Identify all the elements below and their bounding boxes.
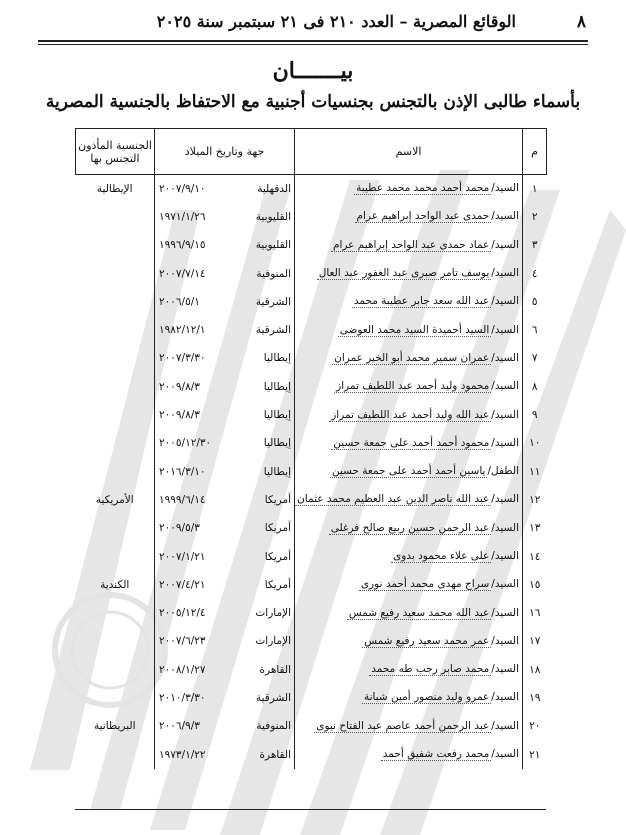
- birth-place: الإمارات: [255, 635, 291, 648]
- person-name-cell: [295, 740, 523, 768]
- person-name: عبد الله سعد جابر عطيبة محمد: [353, 295, 490, 308]
- birth-date: ١٩٧١/١/٢٦: [159, 210, 206, 223]
- table-row: [76, 627, 547, 655]
- table-header-row: [76, 129, 547, 175]
- table-bottom-rule: [75, 809, 546, 810]
- person-title: السيد/: [491, 691, 519, 704]
- person-title: السيد/: [491, 550, 519, 562]
- birth-place: القاهرة: [259, 748, 291, 761]
- birth-date: ٢٠٠٨/١/٢٧: [159, 663, 206, 676]
- birth-date: ٢٠٠٧/٦/٢٣: [159, 635, 206, 648]
- birth-cell: [155, 175, 295, 203]
- person-name-cell: [295, 542, 523, 570]
- person-title: السيد/: [491, 436, 519, 449]
- table-row: [76, 457, 547, 485]
- birth-cell: [155, 542, 295, 570]
- birth-date: ٢٠٠٥/١٢/٣٠: [159, 437, 212, 450]
- birth-date: ٢٠٠٥/١٢/٤: [159, 607, 206, 620]
- birth-date: ٢٠٠٧/٣/٣٠: [159, 352, 206, 365]
- birth-place: الإمارات: [255, 607, 291, 620]
- nationality-cell: الإيطالية: [76, 175, 155, 203]
- nationality-cell: [76, 627, 155, 655]
- nationality-cell: [76, 344, 155, 372]
- birth-cell: [155, 486, 295, 514]
- person-name: حمدى عبد الواحد إبراهيم عرام: [356, 210, 490, 223]
- person-name: محمد صابر رجب طه محمد: [371, 663, 490, 676]
- nationality-cell: [76, 457, 155, 485]
- table-row: [76, 712, 547, 740]
- birth-place: القاهرة: [259, 663, 291, 676]
- table-row: [76, 231, 547, 259]
- person-name: على علاء محمود بدوى: [393, 550, 490, 562]
- person-name: عمر محمد سعيد رفيع شمس: [364, 634, 490, 647]
- birth-cell: [155, 231, 295, 259]
- table-row: [76, 401, 547, 429]
- row-number: ١١: [523, 457, 547, 485]
- person-name-cell: [295, 259, 523, 287]
- person-name-cell: [295, 203, 523, 231]
- person-name: السيد أحميدة السيد محمد العوضى: [339, 323, 490, 336]
- person-title: السيد/: [491, 493, 519, 506]
- person-title: السيد/: [491, 719, 519, 732]
- birth-date: ٢٠١٠/٣/٣٠: [159, 691, 206, 704]
- person-name: عبد الله محمد سعيد رفيع شمس: [348, 606, 490, 619]
- person-name: عمران سمير محمد أبو الخير عمران: [334, 351, 490, 364]
- row-number: ٢٠: [523, 712, 547, 740]
- birth-cell: [155, 599, 295, 627]
- row-number: ٦: [523, 316, 547, 344]
- table-row: [76, 316, 547, 344]
- birth-cell: [155, 259, 295, 287]
- table-row: [76, 175, 547, 203]
- nationality-cell: الأمريكية: [76, 486, 155, 514]
- nationality-cell: [76, 514, 155, 542]
- person-name: محمد أحمد محمد محمد عطيبة: [356, 182, 490, 195]
- birth-place: الشرقية: [255, 295, 291, 308]
- table-row: [76, 288, 547, 316]
- birth-cell: [155, 316, 295, 344]
- person-name: عبد الله ناصر الدين عبد العظيم محمد عثمان: [297, 493, 490, 506]
- row-number: ٢: [523, 203, 547, 231]
- nationality-cell: [76, 740, 155, 768]
- row-number: ٩: [523, 401, 547, 429]
- person-title: السيد/: [491, 210, 519, 223]
- person-title: السيد/: [491, 578, 519, 591]
- birth-place: القليوبية: [255, 210, 291, 223]
- person-name-cell: [295, 514, 523, 542]
- birth-place: أمريكا: [264, 522, 291, 535]
- row-number: ١٧: [523, 627, 547, 655]
- table-row: [76, 486, 547, 514]
- birth-cell: [155, 712, 295, 740]
- person-name-cell: [295, 656, 523, 684]
- person-title: السيد/: [491, 182, 519, 195]
- birth-date: ١٩٨٢/١٢/١: [159, 324, 206, 337]
- birth-place: أمريكا: [264, 493, 291, 506]
- person-title: السيد/: [491, 748, 519, 761]
- page-header: [40, 12, 586, 38]
- person-name: ياسين أحمد أحمد على جمعة حسين: [331, 465, 486, 478]
- birth-cell: [155, 684, 295, 712]
- person-name: سراج مهدى محمد أحمد نورى: [360, 578, 490, 591]
- person-name-cell: [295, 571, 523, 599]
- nationality-cell: [76, 316, 155, 344]
- table-row: [76, 203, 547, 231]
- birth-place: إيطاليا: [263, 409, 291, 422]
- table-row: [76, 542, 547, 570]
- person-name-cell: [295, 486, 523, 514]
- birth-cell: [155, 203, 295, 231]
- nationality-cell: [76, 259, 155, 287]
- statement-subtitle: بأسماء طالبى الإذن بالتجنس بجنسيات أجنبية مع الاحتفاظ بالجنسية المصرية: [45, 92, 581, 112]
- person-name: يوسف تامر صبرى عبد الغفور عبد العال: [318, 267, 490, 280]
- nationality-cell: [76, 401, 155, 429]
- row-number: ١٩: [523, 684, 547, 712]
- person-name-cell: [295, 175, 523, 203]
- header-nationality: الجنسية المأذون التجنس بها: [76, 129, 155, 175]
- birth-place: القليوبية: [255, 239, 291, 252]
- person-title: السيد/: [491, 634, 519, 647]
- person-title: السيد/: [491, 351, 519, 364]
- birth-cell: [155, 457, 295, 485]
- row-number: ٤: [523, 259, 547, 287]
- person-name-cell: [295, 599, 523, 627]
- person-title: السيد/: [491, 606, 519, 619]
- row-number: ١٠: [523, 429, 547, 457]
- table-row: [76, 259, 547, 287]
- header-rule: [38, 40, 588, 42]
- person-title: السيد/: [491, 267, 519, 280]
- birth-cell: [155, 344, 295, 372]
- birth-cell: [155, 627, 295, 655]
- birth-cell: [155, 429, 295, 457]
- person-title: السيد/: [491, 238, 519, 251]
- row-number: ١٥: [523, 571, 547, 599]
- birth-place: إيطاليا: [263, 465, 291, 478]
- birth-place: المنوفية: [256, 267, 291, 280]
- birth-date: ٢٠٠٧/٧/١٤: [159, 267, 206, 280]
- birth-cell: [155, 401, 295, 429]
- row-number: ٢١: [523, 740, 547, 768]
- row-number: ١٤: [523, 542, 547, 570]
- row-number: ٥: [523, 288, 547, 316]
- birth-place: الشرقية: [255, 691, 291, 704]
- table-row: [76, 599, 547, 627]
- naturalization-table: [75, 128, 547, 769]
- nationality-cell: [76, 684, 155, 712]
- person-title: السيد/: [491, 663, 519, 676]
- birth-place: الدقهلية: [257, 182, 291, 195]
- person-title: السيد/: [491, 408, 519, 421]
- person-name: عماد حمدى عبد الواحد إبراهيم عرام: [332, 238, 490, 251]
- birth-cell: [155, 373, 295, 401]
- publication-line: الوقائع المصرية – العدد ٢١٠ فى ٢١ سبتمبر سنة ٢٠٢٥: [156, 12, 516, 31]
- birth-date: ٢٠١٦/٣/١٠: [159, 465, 206, 478]
- header-num: م: [523, 129, 547, 175]
- row-number: ١٨: [523, 656, 547, 684]
- birth-place: المنوفية: [256, 720, 291, 733]
- birth-date: ٢٠٠٧/٩/١٠: [159, 182, 206, 195]
- birth-place: إيطاليا: [263, 380, 291, 393]
- nationality-cell: الكندية: [76, 571, 155, 599]
- person-name: عبد الرحمن حسين ربيع صالح فرغلى: [330, 521, 490, 534]
- nationality-cell: [76, 656, 155, 684]
- birth-place: أمريكا: [264, 578, 291, 591]
- birth-date: ٢٠٠٩/٨/٣: [159, 380, 200, 393]
- person-name-cell: [295, 373, 523, 401]
- person-name: محمود أحمد أحمد على جمعة حسين: [333, 436, 490, 449]
- birth-place: الشرقية: [255, 324, 291, 337]
- person-title: السيد/: [491, 380, 519, 393]
- header-birth: جهة وتاريخ الميلاد: [155, 129, 295, 175]
- birth-cell: [155, 740, 295, 768]
- person-name-cell: [295, 457, 523, 485]
- birth-date: ٢٠٠٦/٩/٣: [159, 720, 200, 733]
- nationality-cell: [76, 203, 155, 231]
- table-row: [76, 684, 547, 712]
- person-name-cell: [295, 288, 523, 316]
- table-row: [76, 656, 547, 684]
- birth-cell: [155, 288, 295, 316]
- person-name: عمرو وليد منصور أمين شبانة: [363, 691, 490, 704]
- header-rule-thin: [38, 44, 588, 45]
- row-number: ١٣: [523, 514, 547, 542]
- birth-date: ٢٠٠٦/٥/١: [159, 295, 200, 308]
- person-title: السيد/: [491, 323, 519, 336]
- nationality-cell: [76, 599, 155, 627]
- person-title: الطفل/: [487, 465, 519, 478]
- birth-date: ٢٠٠٩/٨/٣: [159, 409, 200, 422]
- page-number: ٨: [576, 12, 586, 32]
- birth-date: ١٩٧٣/١/٢٢: [159, 748, 206, 761]
- person-name-cell: [295, 344, 523, 372]
- table-row: [76, 514, 547, 542]
- person-name-cell: [295, 429, 523, 457]
- table-row: [76, 740, 547, 768]
- person-name-cell: [295, 401, 523, 429]
- nationality-cell: البريطانية: [76, 712, 155, 740]
- person-name-cell: [295, 627, 523, 655]
- person-name: عبد الله وليد أحمد عبد اللطيف تمراز: [331, 408, 490, 421]
- header-name: الاسم: [295, 129, 523, 175]
- row-number: ١٦: [523, 599, 547, 627]
- birth-date: ١٩٩٦/٩/١٥: [159, 239, 206, 252]
- person-name: محمد رفعت شفيق أحمد: [382, 748, 490, 761]
- person-title: السيد/: [491, 295, 519, 308]
- birth-date: ٢٠٠٧/٤/٢١: [159, 578, 206, 591]
- table-row: [76, 344, 547, 372]
- birth-cell: [155, 656, 295, 684]
- row-number: ٣: [523, 231, 547, 259]
- nationality-cell: [76, 429, 155, 457]
- person-name: محمود وليد أحمد عبد اللطيف تمراز: [336, 380, 490, 393]
- row-number: ٧: [523, 344, 547, 372]
- table-row: [76, 571, 547, 599]
- nationality-cell: [76, 288, 155, 316]
- table-row: [76, 373, 547, 401]
- row-number: ١: [523, 175, 547, 203]
- person-name-cell: [295, 712, 523, 740]
- birth-place: أمريكا: [264, 550, 291, 563]
- statement-title: بيـــــــان: [272, 58, 354, 84]
- row-number: ١٢: [523, 486, 547, 514]
- birth-place: إيطاليا: [263, 352, 291, 365]
- person-name-cell: [295, 316, 523, 344]
- person-title: السيد/: [491, 521, 519, 534]
- birth-cell: [155, 571, 295, 599]
- birth-date: ٢٠٠٩/٥/٣: [159, 522, 200, 535]
- person-name: عبد الرحمن أحمد عاصم عبد الفتاح نيوى: [316, 719, 490, 732]
- birth-place: إيطاليا: [263, 437, 291, 450]
- birth-date: ٢٠٠٧/١/٢١: [159, 550, 206, 563]
- table-row: [76, 429, 547, 457]
- nationality-cell: [76, 542, 155, 570]
- nationality-cell: [76, 231, 155, 259]
- row-number: ٨: [523, 373, 547, 401]
- person-name-cell: [295, 684, 523, 712]
- person-name-cell: [295, 231, 523, 259]
- birth-date: ١٩٩٩/٦/١٤: [159, 493, 206, 506]
- nationality-cell: [76, 373, 155, 401]
- birth-cell: [155, 514, 295, 542]
